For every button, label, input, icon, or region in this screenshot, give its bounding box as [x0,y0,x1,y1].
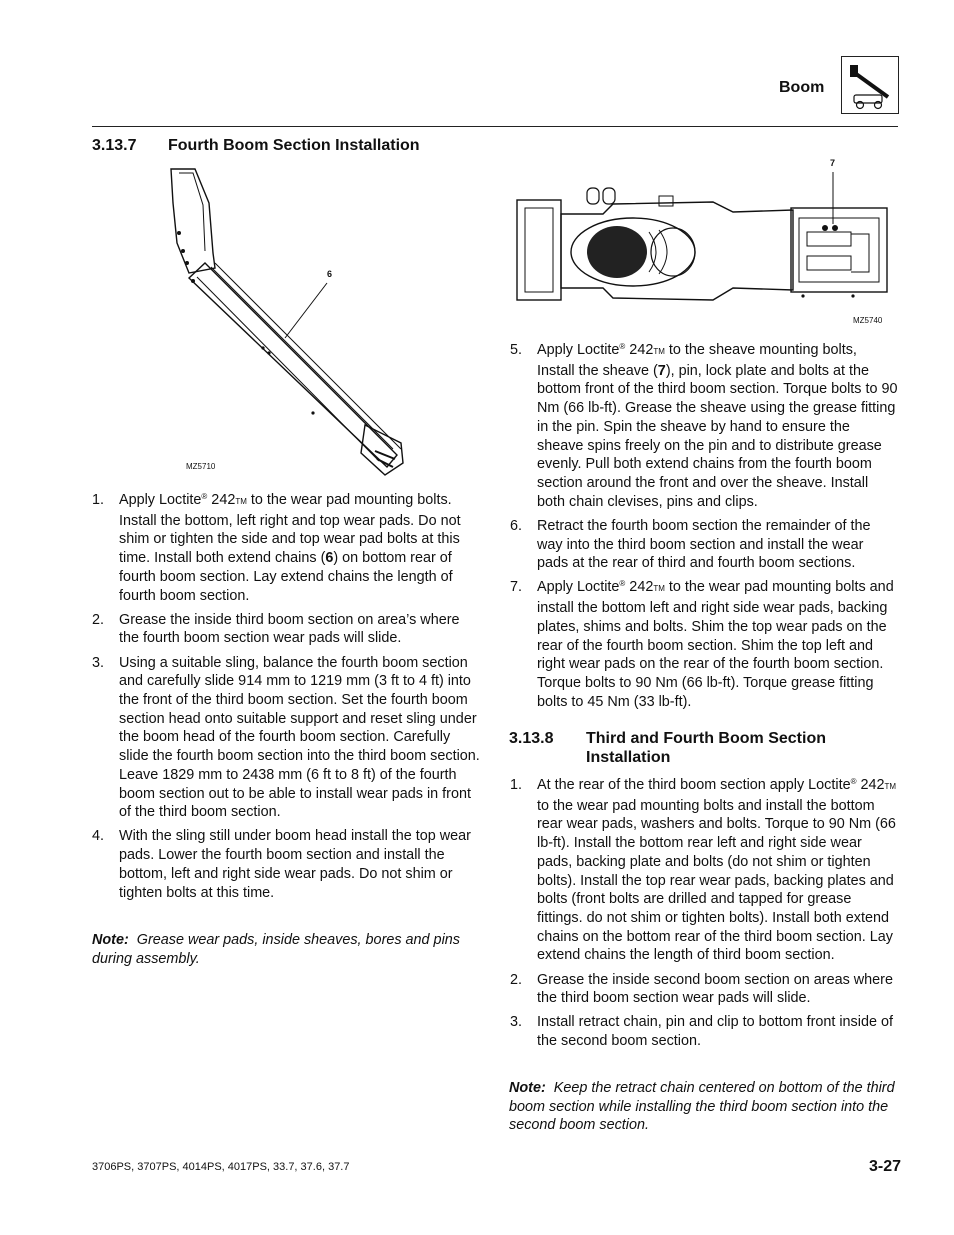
step-3: 3. Install retract chain, pin and clip to bottom front inside of the second boom section. [510,1014,893,1050]
page-number: 3-27 [869,1158,902,1175]
page-header-title: Boom [779,79,825,96]
fourth-boom-drawing [165,163,415,483]
step-3: 3. Using a suitable sling, balance the fourth boom section and carefully slide 914 mm to 1219 mm (3 ft to 4 ft) into the front of the third boom section. Set the fourth boom section head onto suitable support and reset sling under the boom head of the fourth boom section. Carefully slide the fourth boom section into the third boom section. Leave 1829 mm to 2438 mm (6 ft to 8 ft) of the fourth boom section out to be able to install wear pads in front of the third boom section. [92,654,480,821]
step-4: 4. With the sling still under boom head install the top wear pads. Lower the fourth boom section and install the bottom, left and right side wear pads. Do not shim or tighten bolts at this time. [92,828,471,901]
step-5: 5. Apply Loctite® 242TM to the sheave mounting bolts, Install the sheave (7), pin, lock plate and bolts at the bottom front of the third boom section. Torque bolts to 90 Nm (66 lb-ft). Grease the sheave using the grease fitting in the pin. Spin the sheave by hand to ensure the sheave spins freely on the pin and to distribute grease evenly. Pull both extend chains from the fourth boom section around the front and over the sheave. Install both chain clevises, pins and clips. [510,342,898,510]
steps-list-3-13-8 [510,776,898,1056]
steps-list-3-13-7 [92,491,482,908]
step-1: 1. At the rear of the third boom section apply Loctite® 242TM to the wear pad mounting bolts and install the bottom rear wear pads, washers and bolts. Torque to 90 Nm (66 lb-ft). Install the bottom rear left and right side wear pads, backing plate and bolts (do not shim or tighten bolts). Install the top rear wear pads, backing plates and bolts (front bolts are drilled and tapped for grease fittings. do not shim or tighten bolts). Install both extend chains on the bottom rear of the third boom section. Lay extend chains the length of third boom section. [510,777,897,964]
section-number: 3.13.7 [92,137,137,154]
section-heading-3-13-7 [92,136,420,155]
callout-7: 7 [830,158,836,168]
step-2: 2. Grease the inside second boom section on areas where the third boom section wear pads will slide. [510,971,893,1007]
figure-id-mz5740: MZ5740 [853,316,883,325]
sheave-top-view-drawing [513,172,893,322]
section-heading-3-13-8 [509,729,826,766]
steps-list-continued [510,341,898,717]
footer-models: 3706PS, 3707PS, 4014PS, 4017PS, 33.7, 37.6, 37.7 [92,1161,350,1173]
section-title-line-1: Third and Fourth Boom Section [586,730,826,747]
note-3-13-7: Note: Grease wear pads, inside sheaves, bores and pins during assembly. [92,932,460,967]
step-6: 6. Retract the fourth boom section the remainder of the way into the third boom section and install the wear pads at the rear of third and fourth boom sections. [510,517,871,572]
note-3-13-8: Note: Keep the retract chain centered on bottom of the third boom section while installing the third boom section into the second boom section. [509,1080,895,1134]
section-title-line-2: Installation [586,749,671,766]
header-rule [92,126,898,127]
section-title: Fourth Boom Section Installation [168,137,420,154]
section-number: 3.13.8 [509,730,554,747]
step-2: 2. Grease the inside third boom section on area’s where the fourth boom section wear pads will slide. [92,611,460,647]
figure-id-mz5710: MZ5710 [186,462,216,471]
boom-section-icon [841,56,899,114]
callout-6: 6 [327,269,333,279]
step-7: 7. Apply Loctite® 242TM to the wear pad mounting bolts and install the bottom left and right side wear pads, backing plates, shims and bolts. Shim the top wear pads on the rear of the fourth boom section. Shim the top left and right wear pads on the rear of the fourth boom section. Torque bolts to 90 Nm (66 lb-ft). Torque grease fitting bolts to 45 Nm (33 lb-ft). [510,579,894,710]
step-1: 1. Apply Loctite® 242TM to the wear pad mounting bolts. Install the bottom, left right and top wear pads. Do not shim or tighten the side and top wear pad bolts at this time. Install both extend chains (6) on bottom rear of fourth boom section. Lay extend chains the length of fourth boom section. [92,492,461,604]
sheave-top-view-figure [513,172,893,322]
fourth-boom-figure [165,163,415,483]
